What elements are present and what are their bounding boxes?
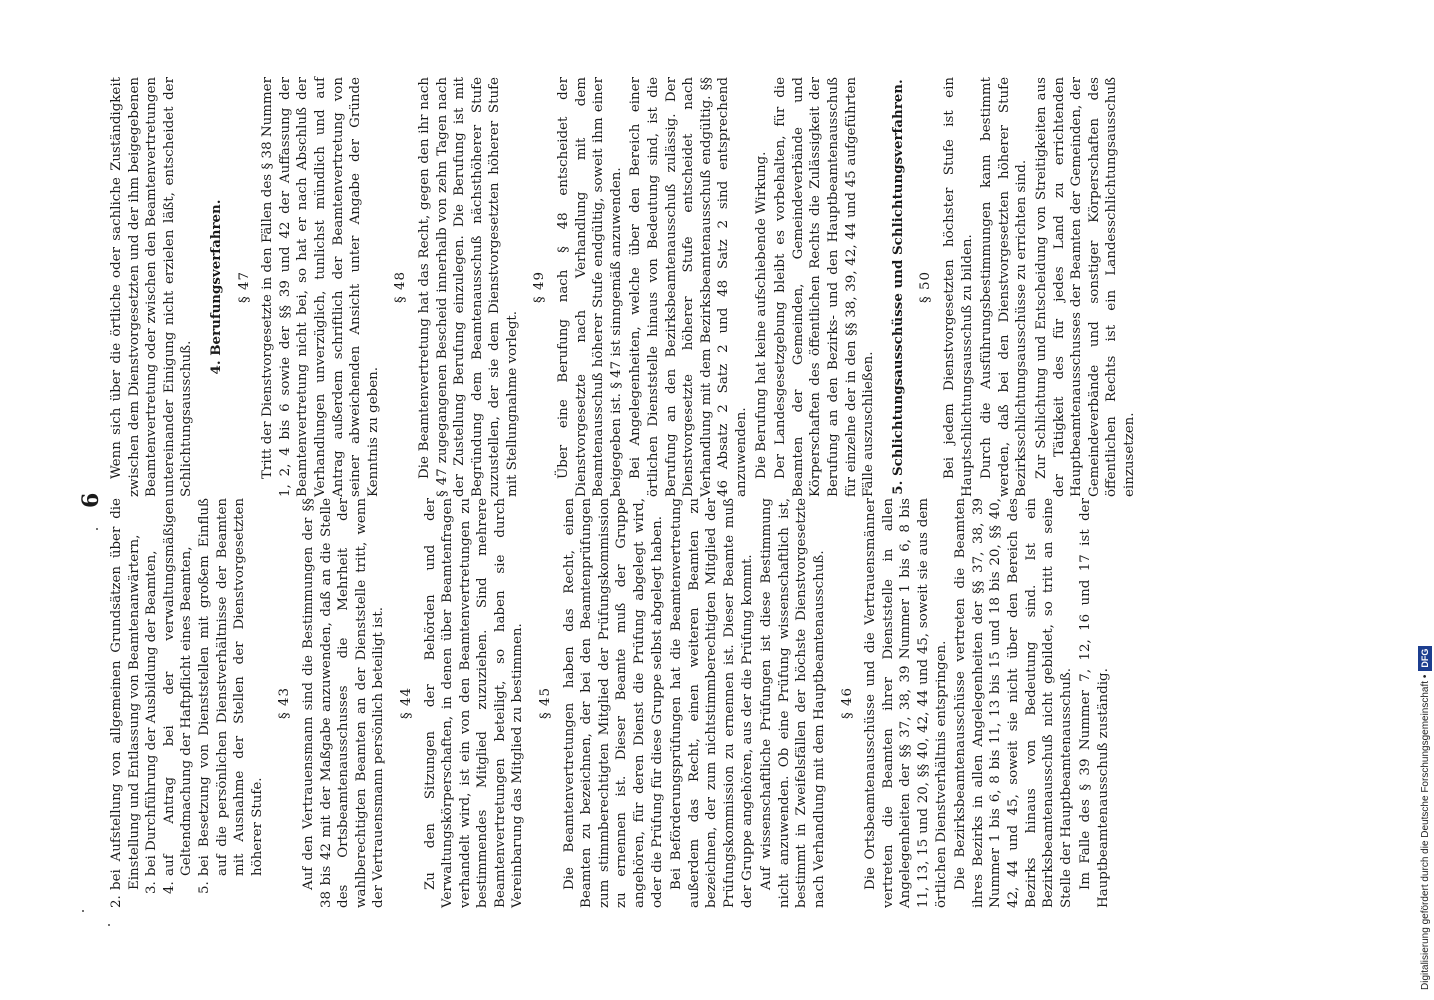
section-49-paragraph: Der Landesgesetzgebung bleibt es vorbehalten, für die Beamten der Gemeinden, Gemeindeverbände und Körperschaften des öffentlichen Rechts die Zulässigkeit der Berufung an den Bezirks- und den Hauptbeamtenausschuß für einzelne der in den §§ 38, 39, 42, 44 und 45 aufgeführten Fälle auszuschließen. [773,77,877,497]
footer-text: Digitalisierung gefördert durch die Deutsche Forschungsgemeinschaft • [1420,674,1431,990]
section-49-paragraph: Die Berufung hat keine aufschiebende Wirkung. [753,151,769,479]
list-item-text: bei Besetzung von Dienststellen mit großem Einfluß auf die persönlichen Dienstverhältnisse der Beamten mit Ausnahme der Stellen der Dienstvorgesetzten höherer Stufe. [196,498,265,876]
section-45-paragraph: Die Beamtenvertretungen haben das Recht, einen Beamten zu bezeichnen, der bei den Beamtenprüfungen zum stimmberechtigten Mitglied der Prüfungskommission zu ernennen ist. Dieser Beamte muß der Gruppe angehören, für deren Dienst die Prüfung abgelegt wird, oder die Prüfung für diese Gruppe selbst abgelegt haben. [561,498,665,908]
section-50-paragraph: Durch die Ausführungsbestimmungen kann bestimmt werden, daß bei den Dienstvorgesetzten höherer Stufe Bezirksschlichtungsausschüsse zu errichten sind. [979,77,1030,497]
list-item [143,498,161,908]
section-50-paragraph: Zur Schlichtung und Entscheidung von Streitigkeiten aus der Tätigkeit des für jedes Land zu errichtenden Hauptbeamtenausschusses der Beamten der Gemeinden, der Gemeindeverbände und sonstiger Körperschaften des öffentlichen Rechts ist ein Landesschlichtungsausschuß einzusetzen. [1033,77,1137,497]
section-46-paragraph: Die Bezirksbeamtenausschüsse vertreten die Beamten ihres Bezirks in allen Angelegenheiten der §§ 37, 38, 39 Nummer 1 bis 6, 8 bis 11, 13 bis 15 und 18 bis 20, §§ 40, 42, 44 und 45, soweit sie nicht über den Bereich des Bezirks hinaus von Bedeutung sind. Ist ein Bezirksbeamtenausschuß nicht gebildet, so tritt an seine Stelle der Hauptbeamtenausschuß. [953,498,1074,908]
section-44-heading: § 44 [398,687,414,719]
list-item-text: bei Durchführung der Ausbildung der Beamten, [144,550,160,876]
chapter-5-heading: 5. Schlichtungsausschüsse und Schlichtungsverfahren. [889,79,906,495]
section-43-heading: § 43 [277,687,293,719]
section-49-paragraph: Bei Angelegenheiten, welche über den Bereich einer örtlichen Dienststelle hinaus von Bedeutung sind, ist die Berufung an den Bezirksbeamtenausschuß zulässig. Der Dienstvorgesetzte höherer Stufe entscheidet nach Verhandlung mit dem Bezirksbeamtenausschuß endgültig. §§ 46 Absatz 2 Satz 2 und 48 Satz 2 sind entsprechend anzuwenden. [628,77,749,497]
digitization-footer [1418,10,1432,990]
list-item-number: 3. [144,881,160,894]
section-47-text: Tritt der Dienstvorgesetzte in den Fällen des § 38 Nummer 1, 2, 4 bis 6 sowie der §§ 39 und 42 der Auffassung der Beamtenvertretung nicht bei, so hat er nach Abschluß der Verhandlungen unverzüglich, tunlichst mündlich und auf Antrag außerdem schriftlich der Beamtenvertretung von seiner abweichenden Ansicht unter Angabe der Gründe Kenntnis zu geben. [260,77,381,497]
section-49-heading: § 49 [532,271,548,303]
section-48-heading: § 48 [393,271,409,303]
right-column [108,77,1140,497]
list-item [196,498,266,908]
section-44-text: Zu den Sitzungen der Behörden und der Verwaltungskörperschaften, in denen über Beamtenfragen verhandelt wird, ist ein von den Beamtenvertretungen zu bestimmendes Mitglied zuzuziehen. Sind mehrere Beamtenvertretungen beteiligt, so haben sie durch Vereinbarung das Mitglied zu bestimmen. [422,498,526,908]
list-item-text: auf Antrag bei der verwaltungsmäßigen Geltendmachung der Haftpflicht eines Beamten, [161,498,195,876]
section-45-paragraph: Bei Beförderungsprüfungen hat die Beamtenvertretung außerdem das Recht, einen weiteren Beamten zu bezeichnen, der zum nichtstimmberechtigten Mitglied der Prüfungskommission zu ernennen ist. Dieser Beamte muß der Gruppe angehören, aus der die Prüfung kommt. [669,498,755,908]
section-49-paragraph: Über eine Berufung nach § 48 entscheidet der Dienstvorgesetzte nach Verhandlung mit dem Beamtenausschuß höherer Stufe endgültig, soweit ihm einer beigegeben ist. § 47 ist sinngemäß anzuwenden. [556,77,624,497]
section-43-text: Auf den Vertrauensmann sind die Bestimmungen der §§ 38 bis 42 mit der Maßgabe anzuwenden, daß an die Stelle des Ortsbeamtenausschusses die Mehrheit der wahlberechtigten Beamten an der Dienststelle tritt, wenn der Vertrauensmann persönlich beteiligt ist. [300,498,387,908]
section-45-heading: § 45 [538,687,554,719]
intro-paragraph: Wenn sich über die örtliche oder sachliche Zuständigkeit zwischen dem Dienstvorgesetzten und der ihm beigegebenen Beamtenvertretung oder zwischen den Beamtenvertretungen untereinander Einigung nicht erzielen läßt, entscheidet der Schlichtungsausschuß. [109,77,195,497]
list-item [161,498,196,908]
list-item [108,498,143,908]
section-46-paragraph: Die Ortsbeamtenausschüsse und die Vertrauensmänner vertreten die Beamten ihrer Dienststelle in allen Angelegenheiten der §§ 37, 38, 39 Nummer 1 bis 6, 8 bis 11, 13, 15 und 20, §§ 40, 42, 44 und 45, soweit sie aus dem örtlichen Dienstverhältnis entspringen. [863,498,949,908]
scan-speck [82,910,84,912]
section-48-text: Die Beamtenvertretung hat das Recht, gegen den ihr nach § 47 zugegangenen Bescheid innerhalb von zehn Tagen nach der Zustellung Berufung einzulegen. Die Berufung ist mit Begründung dem Beamtenausschuß nächsthöherer Stufe zuzustellen, der sie dem Dienstvorgesetzten höherer Stufe mit Stellungnahme vorlegt. [416,77,520,497]
list-item-text: bei Aufstellung von allgemeinen Grundsätzen über die Einstellung und Entlassung von Beamtenanwärtern, [109,498,142,890]
list-item-number: 2. [109,895,124,908]
section-46-paragraph: Im Falle des § 39 Nummer 7, 12, 16 und 17 ist der Hauptbeamtenausschuß zuständig. [1078,498,1111,908]
section-50-heading: § 50 [918,271,934,303]
scan-speck [108,924,110,926]
section-45-paragraph: Auf wissenschaftliche Prüfungen ist diese Bestimmung nicht anzuwenden. Ob eine Prüfung wissenschaftlich ist, bestimmt in Zweifelsfällen der höchste Dienstvorgesetzte nach Verhandlung mit dem Hauptbeamtenausschuß. [759,498,827,908]
section-46-heading: § 46 [839,687,855,719]
numbered-list [108,498,266,908]
list-item-number: 5. [196,881,212,894]
left-column [108,498,1114,908]
page-number: 6 [78,492,104,508]
chapter-4-heading: 4. Berufungsverfahren. [207,199,224,375]
section-47-heading: § 47 [236,271,252,303]
scan-speck [96,528,98,530]
dfg-logo: DFG [1418,646,1432,671]
list-item-number: 4. [161,881,177,894]
section-50-paragraph: Bei jedem Dienstvorgesetzten höchster Stufe ist ein Hauptschlichtungsausschuß zu bilden. [941,77,975,497]
